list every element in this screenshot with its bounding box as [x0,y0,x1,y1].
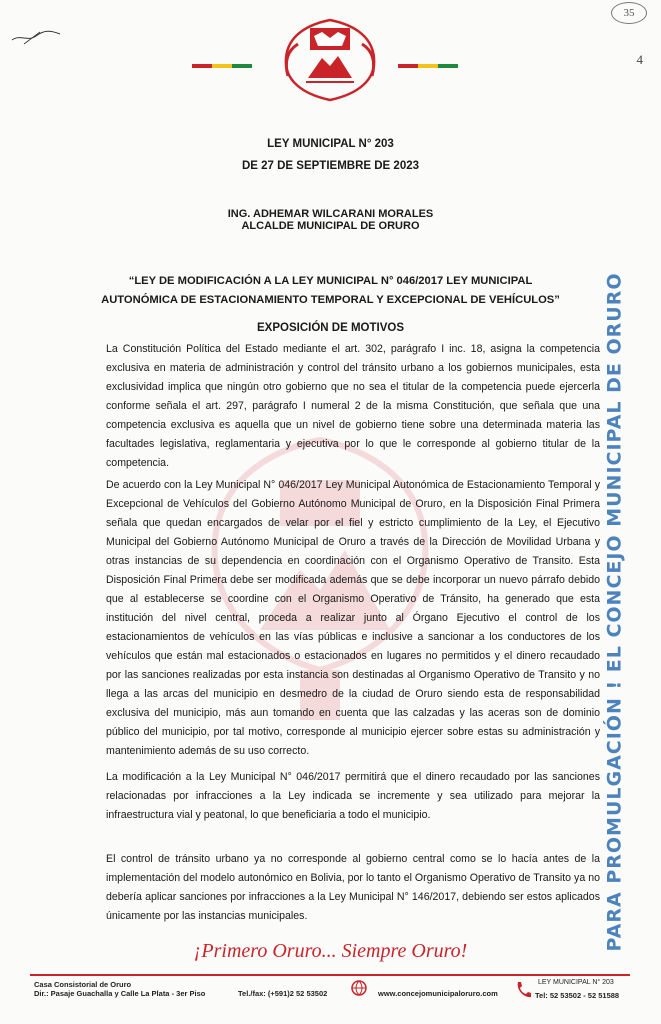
paragraph-3: La modificación a la Ley Municipal N° 046/2017 permitirá que el dinero recaudado por las sanciones relacionadas por infracciones a la Ley indicada se incremente y sea utilizado para mejorar la infraestructura vial y peatonal, lo que beneficiaria a todo el municipio. [106,771,600,821]
promulgation-stamp [594,272,634,952]
law-number: LEY MUNICIPAL N° 203 [267,138,394,150]
corner-mark: 4 [636,52,643,67]
law-date: DE 27 DE SEPTIEMBRE DE 2023 [241,160,420,172]
footer-law-reference: LEY MUNICIPAL N° 203 [538,979,614,986]
law-title: “LEY DE MODIFICACIÓN A LA LEY MUNICIPAL N° 046/2017 LEY MUNICIPAL AUTONÓMICA DE ESTACIONAMIENTO TEMPORAL Y EXCEPCIONAL DE VEHÍCULOS” [101,275,560,306]
stripe-red [398,64,418,68]
phone-icon [514,980,532,1000]
flag-stripe-left [192,64,252,68]
page-number: 35 [611,2,647,24]
stripe-red [192,64,212,68]
footer-divider [30,974,630,976]
council-logo-icon [262,14,398,122]
footer-address-line1: Casa Consistorial de Oruro [34,980,132,989]
stripe-green [232,64,252,68]
globe-icon [350,979,368,997]
mayor-name: ING. ADHEMAR WILCARANI MORALES [227,208,434,220]
footer-tel: Tel: 52 53502 - 52 51588 [535,991,620,1000]
stripe-green [438,64,458,68]
slogan: ¡Primero Oruro... Siempre Oruro! [193,940,468,962]
footer-address-line2: Dir.: Pasaje Guachalla y Calle La Plata - 3er Piso [34,989,206,998]
stripe-yellow [418,64,438,68]
stripe-yellow [212,64,232,68]
footer-tel-fax: Tel./fax: (+591)2 52 53502 [238,989,328,998]
section-heading: EXPOSICIÓN DE MOTIVOS [257,322,404,334]
footer-website[interactable]: www.concejomunicipaloruro.com [378,989,498,998]
pen-scribble-icon [10,22,62,48]
flag-stripe-right [398,64,458,68]
paragraph-1: La Constitución Política del Estado mediante el art. 302, parágrafo I inc. 18, asigna la competencia exclusiva en materia de administración y control del tránsito urbano a los gobiernos municipales, esta exclusividad implica que ningún otro gobierno que no sea el titular de la competencia puede ejercerla conforme señala el art. 297, parágrafo I numeral 2 de la misma Constitución, que señala que una competencia exclusiva es aquella que un nivel de gobierno tiene sobre una determinada materia las facultades legislativa, reglamentaria y ejecutiva por lo que le corresponde al gobierno titular de la competencia. [106,343,600,469]
stamp-text: PARA PROMULGACIÓN ! EL CONCEJO MUNICIPAL DE ORURO [603,272,625,952]
paragraph-2: De acuerdo con la Ley Municipal N° 046/2017 Ley Municipal Autonómica de Estacionamiento Temporal y Excepcional de Vehículos del Gobierno Autónomo Municipal de Oruro, en la Disposición Final Primera señala que quedan encargados de velar por el fiel y estricto cumplimiento de la Ley, el Ejecutivo Municipal del Gobierno Autónomo Municipal de Oruro a través de la Dirección de Movilidad Urbana y otras instancias de su dependencia en coordinación con el Organismo Operativo de Transito. Esta Disposición Final Primera debe ser modificada además que se debe incorporar un nuevo párrafo debido que al establecerse se coordine con el Organismo Operativo de Tránsito, ha generado que esta institución del nivel central, proceda a realizar junto al Órgano Ejecutivo el control de los estacionamientos de vehículos en las vías públicas e inclusive a sancionar a los conductores de los vehículos que están mal estacionados o estacionados en lugares no permitidos y el dinero recaudado por las sanciones realizadas por esta instancia son destinadas al Organismo Operativo de Transito y no llega a las arcas del municipio en desmedro de la ciudad de Oruro siendo esta de responsabilidad exclusiva del municipio, más aun tomando en cuenta que las calzadas y las aceras son de dominio público del municipio, por tal motivo, corresponde al municipio ejercer sobre estas su administración y mantenimiento además de su uso correcto. [106,479,600,757]
paragraph-4: El control de tránsito urbano ya no corresponde al gobierno central como se lo hacía antes de la implementación del modelo autonómico en Bolivia, por lo tanto el Organismo Operativo de Transito ya no debería aplicar sanciones por infracciones a la Ley Municipal N° 146/2017, debiendo ser estos aplicados únicamente por las instancias municipales. [106,853,600,922]
mayor-title: ALCALDE MUNICIPAL DE ORURO [241,220,420,232]
